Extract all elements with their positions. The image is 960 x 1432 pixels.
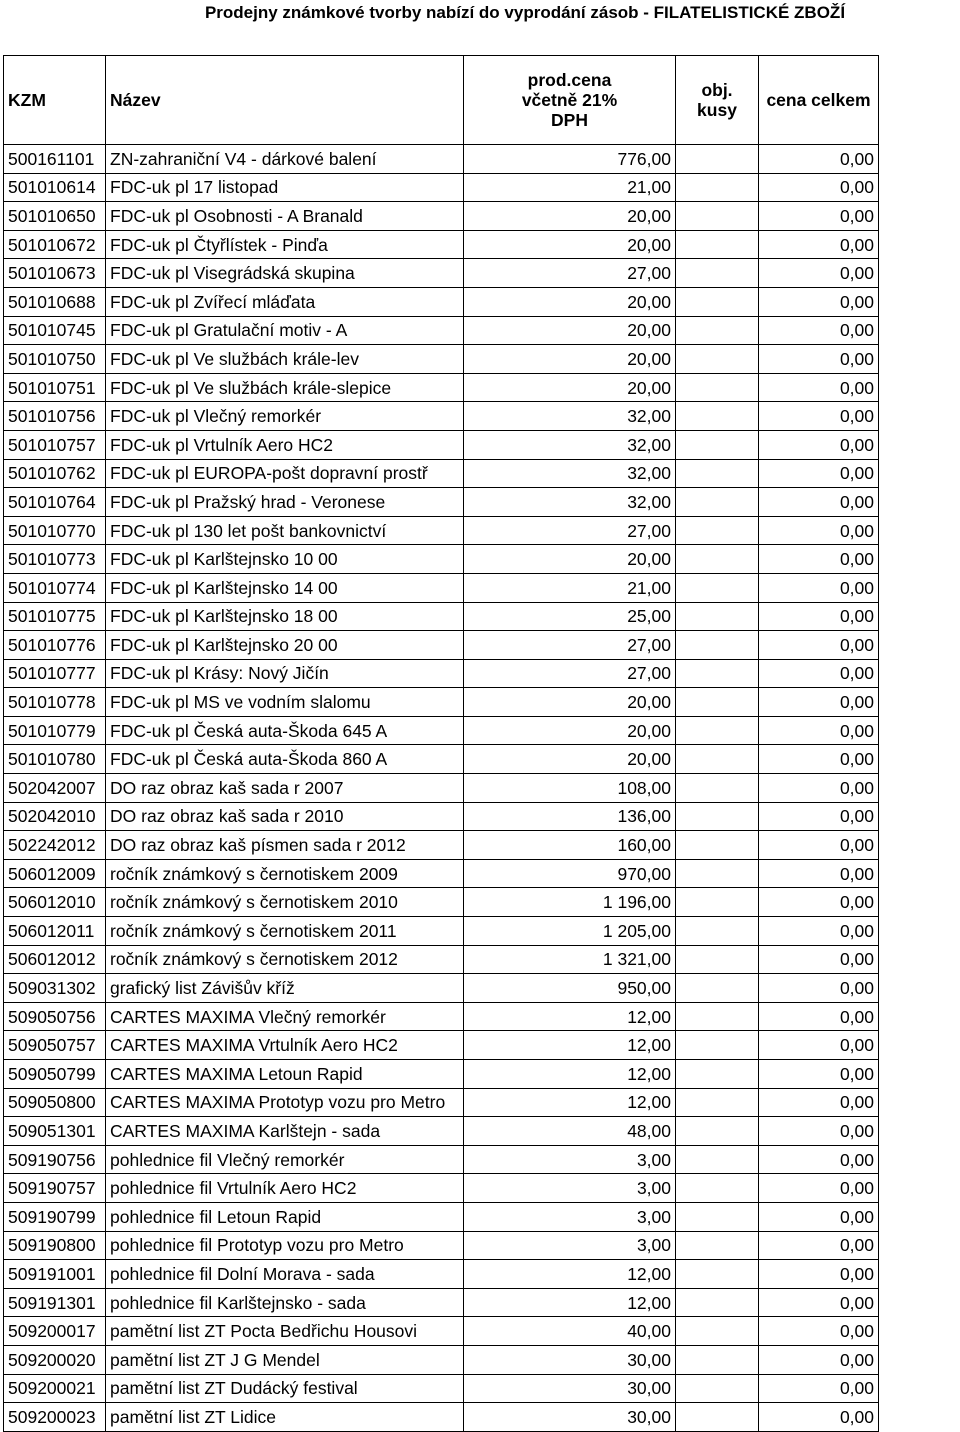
cell-name: pohlednice fil Dolní Morava - sada — [106, 1260, 464, 1289]
cell-code: 501010745 — [4, 316, 106, 345]
cell-total: 0,00 — [759, 1202, 879, 1231]
table-row — [4, 631, 879, 660]
cell-price: 3,00 — [464, 1231, 676, 1260]
header-name: Název — [106, 56, 464, 145]
cell-name: ročník známkový s černotiskem 2009 — [106, 859, 464, 888]
cell-price: 21,00 — [464, 173, 676, 202]
cell-total: 0,00 — [759, 488, 879, 517]
table-row — [4, 1031, 879, 1060]
cell-code: 506012011 — [4, 917, 106, 946]
cell-price: 32,00 — [464, 488, 676, 517]
table-row — [4, 345, 879, 374]
cell-code: 509200021 — [4, 1374, 106, 1403]
cell-code: 509190800 — [4, 1231, 106, 1260]
cell-price: 12,00 — [464, 1260, 676, 1289]
cell-price: 30,00 — [464, 1345, 676, 1374]
cell-price: 12,00 — [464, 1002, 676, 1031]
table-row — [4, 917, 879, 946]
cell-price: 27,00 — [464, 659, 676, 688]
table-row — [4, 1117, 879, 1146]
table-row — [4, 1088, 879, 1117]
cell-total: 0,00 — [759, 459, 879, 488]
cell-qty[interactable] — [676, 1288, 759, 1317]
header-qty-line-2: kusy — [697, 100, 737, 120]
cell-qty[interactable] — [676, 1403, 759, 1432]
cell-qty[interactable] — [676, 516, 759, 545]
cell-price: 20,00 — [464, 287, 676, 316]
cell-qty[interactable] — [676, 1260, 759, 1289]
cell-qty[interactable] — [676, 831, 759, 860]
table-row — [4, 287, 879, 316]
cell-qty[interactable] — [676, 402, 759, 431]
cell-total: 0,00 — [759, 316, 879, 345]
cell-code: 509191001 — [4, 1260, 106, 1289]
cell-name: FDC-uk pl Karlštejnsko 14 00 — [106, 573, 464, 602]
cell-qty[interactable] — [676, 1145, 759, 1174]
cell-name: FDC-uk pl Vlečný remorkér — [106, 402, 464, 431]
cell-name: FDC-uk pl Visegrádská skupina — [106, 259, 464, 288]
cell-qty[interactable] — [676, 345, 759, 374]
table-row — [4, 945, 879, 974]
cell-code: 506012009 — [4, 859, 106, 888]
table-row — [4, 1345, 879, 1374]
cell-code: 501010756 — [4, 402, 106, 431]
cell-total: 0,00 — [759, 1145, 879, 1174]
cell-qty[interactable] — [676, 488, 759, 517]
cell-total: 0,00 — [759, 516, 879, 545]
cell-code: 501010773 — [4, 545, 106, 574]
cell-qty[interactable] — [676, 974, 759, 1003]
cell-name: pamětní list ZT J G Mendel — [106, 1345, 464, 1374]
cell-name: CARTES MAXIMA Prototyp vozu pro Metro — [106, 1088, 464, 1117]
header-qty — [676, 56, 759, 145]
cell-name: FDC-uk pl 130 let pošt bankovnictví — [106, 516, 464, 545]
cell-qty[interactable] — [676, 1002, 759, 1031]
cell-qty[interactable] — [676, 287, 759, 316]
cell-total: 0,00 — [759, 259, 879, 288]
cell-total: 0,00 — [759, 573, 879, 602]
cell-name: DO raz obraz kaš sada r 2007 — [106, 774, 464, 803]
cell-price: 12,00 — [464, 1288, 676, 1317]
cell-price: 12,00 — [464, 1031, 676, 1060]
cell-name: CARTES MAXIMA Vlečný remorkér — [106, 1002, 464, 1031]
cell-total: 0,00 — [759, 774, 879, 803]
cell-total: 0,00 — [759, 1403, 879, 1432]
cell-qty[interactable] — [676, 602, 759, 631]
header-price-line-1: prod.cena — [527, 70, 612, 90]
cell-qty[interactable] — [676, 1202, 759, 1231]
cell-name: pohlednice fil Letoun Rapid — [106, 1202, 464, 1231]
cell-price: 20,00 — [464, 545, 676, 574]
cell-code: 501010774 — [4, 573, 106, 602]
cell-total: 0,00 — [759, 287, 879, 316]
cell-price: 27,00 — [464, 516, 676, 545]
cell-total: 0,00 — [759, 430, 879, 459]
cell-name: CARTES MAXIMA Karlštejn - sada — [106, 1117, 464, 1146]
table-row — [4, 316, 879, 345]
table-row — [4, 1260, 879, 1289]
table-row — [4, 202, 879, 231]
table-row — [4, 859, 879, 888]
cell-price: 776,00 — [464, 145, 676, 174]
cell-price: 160,00 — [464, 831, 676, 860]
cell-name: pamětní list ZT Lidice — [106, 1403, 464, 1432]
cell-name: FDC-uk pl Vrtulník Aero HC2 — [106, 430, 464, 459]
table-row — [4, 573, 879, 602]
cell-code: 509200017 — [4, 1317, 106, 1346]
table-row — [4, 802, 879, 831]
cell-name: FDC-uk pl 17 listopad — [106, 173, 464, 202]
table-row — [4, 173, 879, 202]
cell-code: 509050756 — [4, 1002, 106, 1031]
cell-name: FDC-uk pl Krásy: Nový Jičín — [106, 659, 464, 688]
cell-code: 501010778 — [4, 688, 106, 717]
table-row — [4, 1231, 879, 1260]
cell-total: 0,00 — [759, 1088, 879, 1117]
cell-name: FDC-uk pl Ve službách krále-slepice — [106, 373, 464, 402]
cell-code: 501010779 — [4, 716, 106, 745]
cell-price: 3,00 — [464, 1174, 676, 1203]
cell-qty[interactable] — [676, 716, 759, 745]
cell-total: 0,00 — [759, 602, 879, 631]
cell-price: 12,00 — [464, 1088, 676, 1117]
cell-code: 501010764 — [4, 488, 106, 517]
cell-price: 20,00 — [464, 716, 676, 745]
cell-total: 0,00 — [759, 917, 879, 946]
table-row — [4, 831, 879, 860]
cell-price: 20,00 — [464, 230, 676, 259]
cell-total: 0,00 — [759, 1060, 879, 1089]
cell-qty[interactable] — [676, 1374, 759, 1403]
cell-qty[interactable] — [676, 1088, 759, 1117]
cell-name: FDC-uk pl Ve službách krále-lev — [106, 345, 464, 374]
cell-price: 20,00 — [464, 373, 676, 402]
cell-qty[interactable] — [676, 545, 759, 574]
cell-qty[interactable] — [676, 888, 759, 917]
cell-qty[interactable] — [676, 1345, 759, 1374]
cell-price: 1 321,00 — [464, 945, 676, 974]
header-total: cena celkem — [759, 56, 879, 145]
cell-code: 509200020 — [4, 1345, 106, 1374]
cell-code: 502242012 — [4, 831, 106, 860]
table-row — [4, 402, 879, 431]
cell-qty[interactable] — [676, 917, 759, 946]
table-row — [4, 745, 879, 774]
cell-name: FDC-uk pl Karlštejnsko 10 00 — [106, 545, 464, 574]
table-row — [4, 1202, 879, 1231]
cell-qty[interactable] — [676, 631, 759, 660]
cell-code: 500161101 — [4, 145, 106, 174]
cell-qty[interactable] — [676, 573, 759, 602]
cell-qty[interactable] — [676, 945, 759, 974]
header-qty-line-1: obj. — [701, 80, 733, 100]
cell-price: 32,00 — [464, 402, 676, 431]
cell-code: 501010688 — [4, 287, 106, 316]
cell-name: DO raz obraz kaš písmen sada r 2012 — [106, 831, 464, 860]
cell-name: FDC-uk pl Zvířecí mláďata — [106, 287, 464, 316]
cell-code: 509051301 — [4, 1117, 106, 1146]
cell-name: pohlednice fil Prototyp vozu pro Metro — [106, 1231, 464, 1260]
cell-total: 0,00 — [759, 745, 879, 774]
cell-total: 0,00 — [759, 1345, 879, 1374]
cell-total: 0,00 — [759, 631, 879, 660]
cell-code: 501010650 — [4, 202, 106, 231]
table-row — [4, 459, 879, 488]
cell-total: 0,00 — [759, 145, 879, 174]
cell-qty[interactable] — [676, 1060, 759, 1089]
table-row — [4, 1288, 879, 1317]
cell-total: 0,00 — [759, 888, 879, 917]
cell-total: 0,00 — [759, 402, 879, 431]
table-row — [4, 688, 879, 717]
cell-code: 509190799 — [4, 1202, 106, 1231]
table-header-row — [4, 56, 879, 145]
table-row — [4, 774, 879, 803]
cell-total: 0,00 — [759, 859, 879, 888]
cell-code: 501010776 — [4, 631, 106, 660]
cell-name: FDC-uk pl Karlštejnsko 18 00 — [106, 602, 464, 631]
cell-price: 950,00 — [464, 974, 676, 1003]
cell-code: 509191301 — [4, 1288, 106, 1317]
cell-code: 509050799 — [4, 1060, 106, 1089]
table-row — [4, 1374, 879, 1403]
table-row — [4, 1317, 879, 1346]
table-row — [4, 430, 879, 459]
cell-price: 20,00 — [464, 745, 676, 774]
cell-code: 502042007 — [4, 774, 106, 803]
cell-price: 20,00 — [464, 316, 676, 345]
cell-name: pohlednice fil Karlštejnsko - sada — [106, 1288, 464, 1317]
cell-price: 21,00 — [464, 573, 676, 602]
cell-name: DO raz obraz kaš sada r 2010 — [106, 802, 464, 831]
cell-total: 0,00 — [759, 1231, 879, 1260]
cell-price: 30,00 — [464, 1403, 676, 1432]
cell-code: 501010673 — [4, 259, 106, 288]
cell-price: 25,00 — [464, 602, 676, 631]
cell-qty[interactable] — [676, 659, 759, 688]
cell-code: 506012012 — [4, 945, 106, 974]
cell-total: 0,00 — [759, 545, 879, 574]
cell-name: ZN-zahraniční V4 - dárkové balení — [106, 145, 464, 174]
cell-total: 0,00 — [759, 202, 879, 231]
cell-name: FDC-uk pl Gratulační motiv - A — [106, 316, 464, 345]
product-table — [3, 55, 879, 1432]
cell-price: 1 196,00 — [464, 888, 676, 917]
cell-price: 136,00 — [464, 802, 676, 831]
cell-qty[interactable] — [676, 145, 759, 174]
page-title: Prodejny známkové tvorby nabízí do vyprodání zásob - FILATELISTICKÉ ZBOŽÍ — [204, 3, 846, 22]
cell-price: 40,00 — [464, 1317, 676, 1346]
cell-name: FDC-uk pl Česká auta-Škoda 645 A — [106, 716, 464, 745]
cell-code: 501010777 — [4, 659, 106, 688]
cell-qty[interactable] — [676, 259, 759, 288]
cell-qty[interactable] — [676, 430, 759, 459]
cell-total: 0,00 — [759, 688, 879, 717]
cell-code: 501010762 — [4, 459, 106, 488]
cell-name: FDC-uk pl Česká auta-Škoda 860 A — [106, 745, 464, 774]
cell-code: 501010750 — [4, 345, 106, 374]
table-row — [4, 888, 879, 917]
cell-price: 20,00 — [464, 345, 676, 374]
cell-price: 3,00 — [464, 1202, 676, 1231]
cell-name: ročník známkový s černotiskem 2010 — [106, 888, 464, 917]
table-row — [4, 1145, 879, 1174]
cell-code: 502042010 — [4, 802, 106, 831]
cell-qty[interactable] — [676, 316, 759, 345]
cell-code: 509200023 — [4, 1403, 106, 1432]
cell-total: 0,00 — [759, 173, 879, 202]
cell-name: ročník známkový s černotiskem 2012 — [106, 945, 464, 974]
cell-code: 509050757 — [4, 1031, 106, 1060]
table-row — [4, 545, 879, 574]
table-row — [4, 373, 879, 402]
cell-total: 0,00 — [759, 1002, 879, 1031]
cell-name: CARTES MAXIMA Letoun Rapid — [106, 1060, 464, 1089]
cell-total: 0,00 — [759, 345, 879, 374]
cell-qty[interactable] — [676, 230, 759, 259]
cell-code: 509190756 — [4, 1145, 106, 1174]
cell-qty[interactable] — [676, 1117, 759, 1146]
cell-name: FDC-uk pl Čtyřlístek - Pinďa — [106, 230, 464, 259]
cell-code: 501010757 — [4, 430, 106, 459]
cell-total: 0,00 — [759, 1317, 879, 1346]
cell-qty[interactable] — [676, 202, 759, 231]
cell-name: FDC-uk pl Osobnosti - A Branald — [106, 202, 464, 231]
cell-qty[interactable] — [676, 802, 759, 831]
cell-qty[interactable] — [676, 1174, 759, 1203]
cell-total: 0,00 — [759, 1288, 879, 1317]
cell-total: 0,00 — [759, 1031, 879, 1060]
header-code: KZM — [4, 56, 106, 145]
cell-price: 32,00 — [464, 459, 676, 488]
cell-code: 501010751 — [4, 373, 106, 402]
table-row — [4, 259, 879, 288]
cell-total: 0,00 — [759, 373, 879, 402]
cell-name: FDC-uk pl MS ve vodním slalomu — [106, 688, 464, 717]
cell-price: 1 205,00 — [464, 917, 676, 946]
cell-code: 509050800 — [4, 1088, 106, 1117]
header-price-line-2: včetně 21% — [521, 90, 618, 110]
cell-code: 509031302 — [4, 974, 106, 1003]
cell-name: grafický list Závišův kříž — [106, 974, 464, 1003]
table-row — [4, 1002, 879, 1031]
cell-code: 501010614 — [4, 173, 106, 202]
cell-price: 108,00 — [464, 774, 676, 803]
cell-price: 27,00 — [464, 259, 676, 288]
cell-name: FDC-uk pl Karlštejnsko 20 00 — [106, 631, 464, 660]
cell-total: 0,00 — [759, 802, 879, 831]
cell-qty[interactable] — [676, 859, 759, 888]
table-row — [4, 1174, 879, 1203]
cell-qty[interactable] — [676, 1231, 759, 1260]
table-row — [4, 602, 879, 631]
table-row — [4, 974, 879, 1003]
cell-code: 506012010 — [4, 888, 106, 917]
cell-total: 0,00 — [759, 945, 879, 974]
table-row — [4, 1403, 879, 1432]
cell-price: 32,00 — [464, 430, 676, 459]
cell-code: 509190757 — [4, 1174, 106, 1203]
table-row — [4, 145, 879, 174]
cell-price: 20,00 — [464, 202, 676, 231]
cell-qty[interactable] — [676, 373, 759, 402]
cell-total: 0,00 — [759, 659, 879, 688]
cell-qty[interactable] — [676, 173, 759, 202]
cell-name: pohlednice fil Vlečný remorkér — [106, 1145, 464, 1174]
cell-qty[interactable] — [676, 1317, 759, 1346]
cell-total: 0,00 — [759, 974, 879, 1003]
table-row — [4, 516, 879, 545]
cell-total: 0,00 — [759, 831, 879, 860]
cell-qty[interactable] — [676, 688, 759, 717]
header-price — [464, 56, 676, 145]
cell-price: 970,00 — [464, 859, 676, 888]
cell-name: pamětní list ZT Pocta Bedřichu Housovi — [106, 1317, 464, 1346]
table-row — [4, 488, 879, 517]
cell-total: 0,00 — [759, 230, 879, 259]
cell-price: 3,00 — [464, 1145, 676, 1174]
cell-code: 501010775 — [4, 602, 106, 631]
cell-code: 501010770 — [4, 516, 106, 545]
table-row — [4, 716, 879, 745]
table-row — [4, 1060, 879, 1089]
cell-name: ročník známkový s černotiskem 2011 — [106, 917, 464, 946]
cell-price: 48,00 — [464, 1117, 676, 1146]
table-row — [4, 230, 879, 259]
cell-name: FDC-uk pl EUROPA-pošt dopravní prostř — [106, 459, 464, 488]
cell-qty[interactable] — [676, 774, 759, 803]
cell-total: 0,00 — [759, 1174, 879, 1203]
cell-price: 20,00 — [464, 688, 676, 717]
cell-price: 12,00 — [464, 1060, 676, 1089]
cell-name: FDC-uk pl Pražský hrad - Veronese — [106, 488, 464, 517]
cell-qty[interactable] — [676, 1031, 759, 1060]
cell-price: 30,00 — [464, 1374, 676, 1403]
cell-total: 0,00 — [759, 716, 879, 745]
cell-name: CARTES MAXIMA Vrtulník Aero HC2 — [106, 1031, 464, 1060]
cell-name: pohlednice fil Vrtulník Aero HC2 — [106, 1174, 464, 1203]
header-price-line-3: DPH — [551, 110, 588, 130]
cell-name: pamětní list ZT Dudácký festival — [106, 1374, 464, 1403]
cell-code: 501010672 — [4, 230, 106, 259]
cell-code: 501010780 — [4, 745, 106, 774]
cell-total: 0,00 — [759, 1374, 879, 1403]
cell-price: 27,00 — [464, 631, 676, 660]
cell-total: 0,00 — [759, 1260, 879, 1289]
table-row — [4, 659, 879, 688]
cell-qty[interactable] — [676, 459, 759, 488]
cell-qty[interactable] — [676, 745, 759, 774]
cell-total: 0,00 — [759, 1117, 879, 1146]
